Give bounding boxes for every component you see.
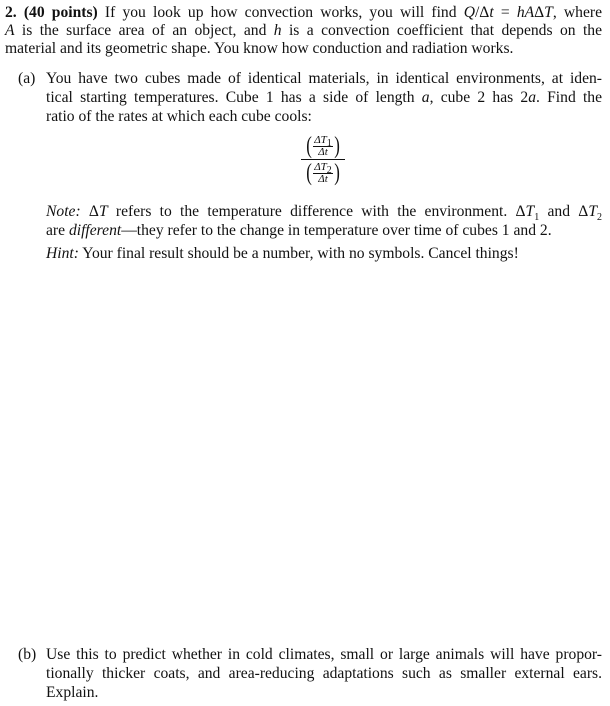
text-segment: If you look up how convection works, you will find (97, 4, 464, 21)
text-segment: . Find the (536, 89, 603, 106)
text-segment: Your final result should be a number, with no symbols. Cancel things! (78, 245, 519, 262)
math-or-emphasis: t (489, 4, 494, 21)
text-segment: Explain. (46, 684, 99, 701)
subscript: 2 (326, 164, 332, 176)
text-segment: /Δ (474, 4, 490, 21)
text-segment: You have two cubes made of identical materials, in identical environments, at iden- (46, 70, 602, 87)
note-line (46, 202, 602, 224)
text-line (46, 664, 602, 683)
text-line (5, 3, 602, 22)
text-line (5, 39, 602, 58)
text-segment: are (46, 222, 69, 239)
part-b-label: (b) (18, 646, 37, 663)
hint-line (46, 244, 602, 263)
paren: ( (306, 160, 313, 186)
text-segment: is a convection coefficient that depends on the (281, 22, 602, 39)
math-or-emphasis: T (525, 203, 535, 220)
text-segment: Use this to predict whether in cold climates, small or large animals will have propor- (46, 646, 602, 663)
part-a-label: (a) (18, 70, 36, 87)
fraction-numerator (305, 134, 341, 158)
delta-time: Δt (318, 172, 328, 185)
text-segment: 2 (597, 212, 602, 224)
text-segment: 1 (534, 212, 540, 224)
math-or-emphasis: T (98, 203, 108, 220)
delta-t2: ΔT (314, 160, 327, 173)
note-line (46, 221, 602, 240)
paren: ) (333, 133, 340, 159)
text-line (46, 683, 602, 702)
math-or-emphasis: Note: (46, 203, 81, 220)
delta-time: Δt (318, 145, 328, 158)
math-or-emphasis: A (5, 22, 15, 39)
text-segment: Δ (534, 4, 545, 21)
delta-t1: ΔT (314, 133, 327, 146)
text-segment: Δ (80, 203, 99, 220)
text-line (5, 21, 602, 40)
text-segment: tionally thicker coats, and area-reducing adaptations such as smaller external ears. (46, 665, 602, 682)
math-or-emphasis: T (588, 203, 597, 220)
text-line (46, 645, 602, 664)
text-segment: is the surface area of an object, and (14, 22, 274, 39)
math-or-emphasis: hA (516, 4, 535, 21)
text-line (46, 107, 602, 126)
text-segment: ratio of the rates at which each cube cools: (46, 108, 312, 125)
math-or-emphasis: different (68, 222, 122, 239)
text-line (46, 88, 602, 107)
math-or-emphasis: Q (463, 4, 475, 21)
text-segment: material and its geometric shape. You know how conduction and radiation works. (5, 40, 514, 57)
paren: ) (333, 160, 340, 186)
text-segment: = (493, 4, 517, 21)
text-line (46, 69, 602, 88)
fraction-denominator (305, 161, 341, 185)
text-segment: —they refer to the change in temperature over time of cubes 1 and 2. (121, 222, 552, 239)
math-or-emphasis: a (528, 89, 537, 106)
text-segment: , cube 2 has 2 (429, 89, 529, 106)
text-segment: and Δ (539, 203, 589, 220)
subscript: 1 (326, 137, 332, 149)
math-or-emphasis: h (273, 22, 282, 39)
math-or-emphasis: T (544, 4, 553, 21)
math-or-emphasis: Hint: (46, 245, 79, 262)
problem-heading: 2. (40 points) (5, 4, 98, 21)
paren: ( (306, 133, 313, 159)
text-segment: tical starting temperatures. Cube 1 has a side of length (46, 89, 422, 106)
ratio-fraction (301, 134, 345, 185)
math-or-emphasis: a (421, 89, 430, 106)
text-segment: refers to the temperature difference with the environment. Δ (107, 203, 526, 220)
text-segment: , where (552, 4, 603, 21)
